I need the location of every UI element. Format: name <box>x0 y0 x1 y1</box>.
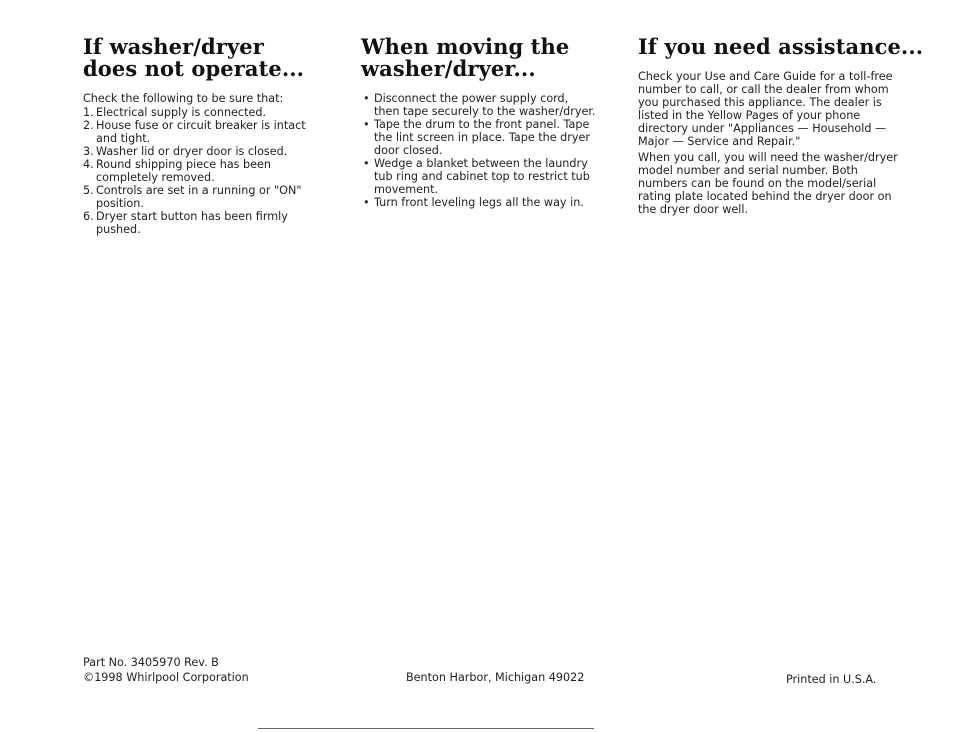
copyright: ©1998 Whirlpool Corporation <box>83 671 249 684</box>
item-number: 4. <box>83 158 94 171</box>
bullet-item <box>361 157 597 196</box>
checklist-item <box>83 106 323 119</box>
section-heading: If you need assistance... <box>638 34 924 59</box>
item-number: 5. <box>83 184 94 197</box>
bullet-icon: • <box>363 196 370 209</box>
section-not-operate <box>83 36 323 236</box>
part-number: Part No. 3405970 Rev. B <box>83 656 219 669</box>
bullet-text: Wedge a blanket between the laundry tub ring and cabinet top to restrict tub movement. <box>374 157 590 196</box>
item-text: Round shipping piece has been completely removed. <box>96 158 272 184</box>
assistance-paragraph: When you call, you will need the washer/dryer model number and serial number. Both numbers can be found on the model/serial rating plate located behind the dryer door on the dryer door well. <box>638 151 898 216</box>
item-text: Dryer start button has been firmly pushed. <box>96 210 288 236</box>
checklist-item <box>83 145 323 158</box>
bullet-item <box>361 196 597 209</box>
item-number: 2. <box>83 119 94 132</box>
footer-address: Benton Harbor, Michigan 49022 <box>406 671 585 684</box>
footer-part-info <box>83 655 249 685</box>
bullet-text: Disconnect the power supply cord, then tape securely to the washer/dryer. <box>374 92 596 118</box>
item-text: Electrical supply is connected. <box>96 106 267 119</box>
bullet-icon: • <box>363 118 370 131</box>
bullet-icon: • <box>363 92 370 105</box>
section-intro: Check the following to be sure that: <box>83 92 284 105</box>
checklist-item <box>83 119 323 145</box>
item-text: Washer lid or dryer door is closed. <box>96 145 288 158</box>
section-heading: When moving the washer/dryer... <box>361 34 570 81</box>
bullet-icon: • <box>363 157 370 170</box>
bullet-item <box>361 118 597 157</box>
section-heading: If washer/dryer does not operate... <box>83 34 305 81</box>
item-number: 6. <box>83 210 94 223</box>
item-number: 1. <box>83 106 94 119</box>
bullet-item <box>361 92 597 118</box>
assistance-paragraph: Check your Use and Care Guide for a toll-free number to call, or call the dealer from whom you purchased this appliance. The dealer is listed in the Yellow Pages of your phone directory under "Appliances — Household — Major — Service and Repair." <box>638 70 893 148</box>
section-moving <box>361 36 597 209</box>
checklist <box>83 106 323 236</box>
checklist-item <box>83 158 323 184</box>
bottom-divider <box>258 728 594 729</box>
item-number: 3. <box>83 145 94 158</box>
footer-printed: Printed in U.S.A. <box>786 673 877 686</box>
section-assistance <box>638 34 924 219</box>
item-text: House fuse or circuit breaker is intact and tight. <box>96 119 306 145</box>
item-text: Controls are set in a running or "ON" position. <box>96 184 302 210</box>
checklist-item <box>83 184 323 210</box>
bullet-text: Turn front leveling legs all the way in. <box>374 196 584 209</box>
checklist-item <box>83 210 323 236</box>
moving-steps <box>361 92 597 209</box>
bullet-text: Tape the drum to the front panel. Tape the lint screen in place. Tape the dryer door closed. <box>374 118 590 157</box>
